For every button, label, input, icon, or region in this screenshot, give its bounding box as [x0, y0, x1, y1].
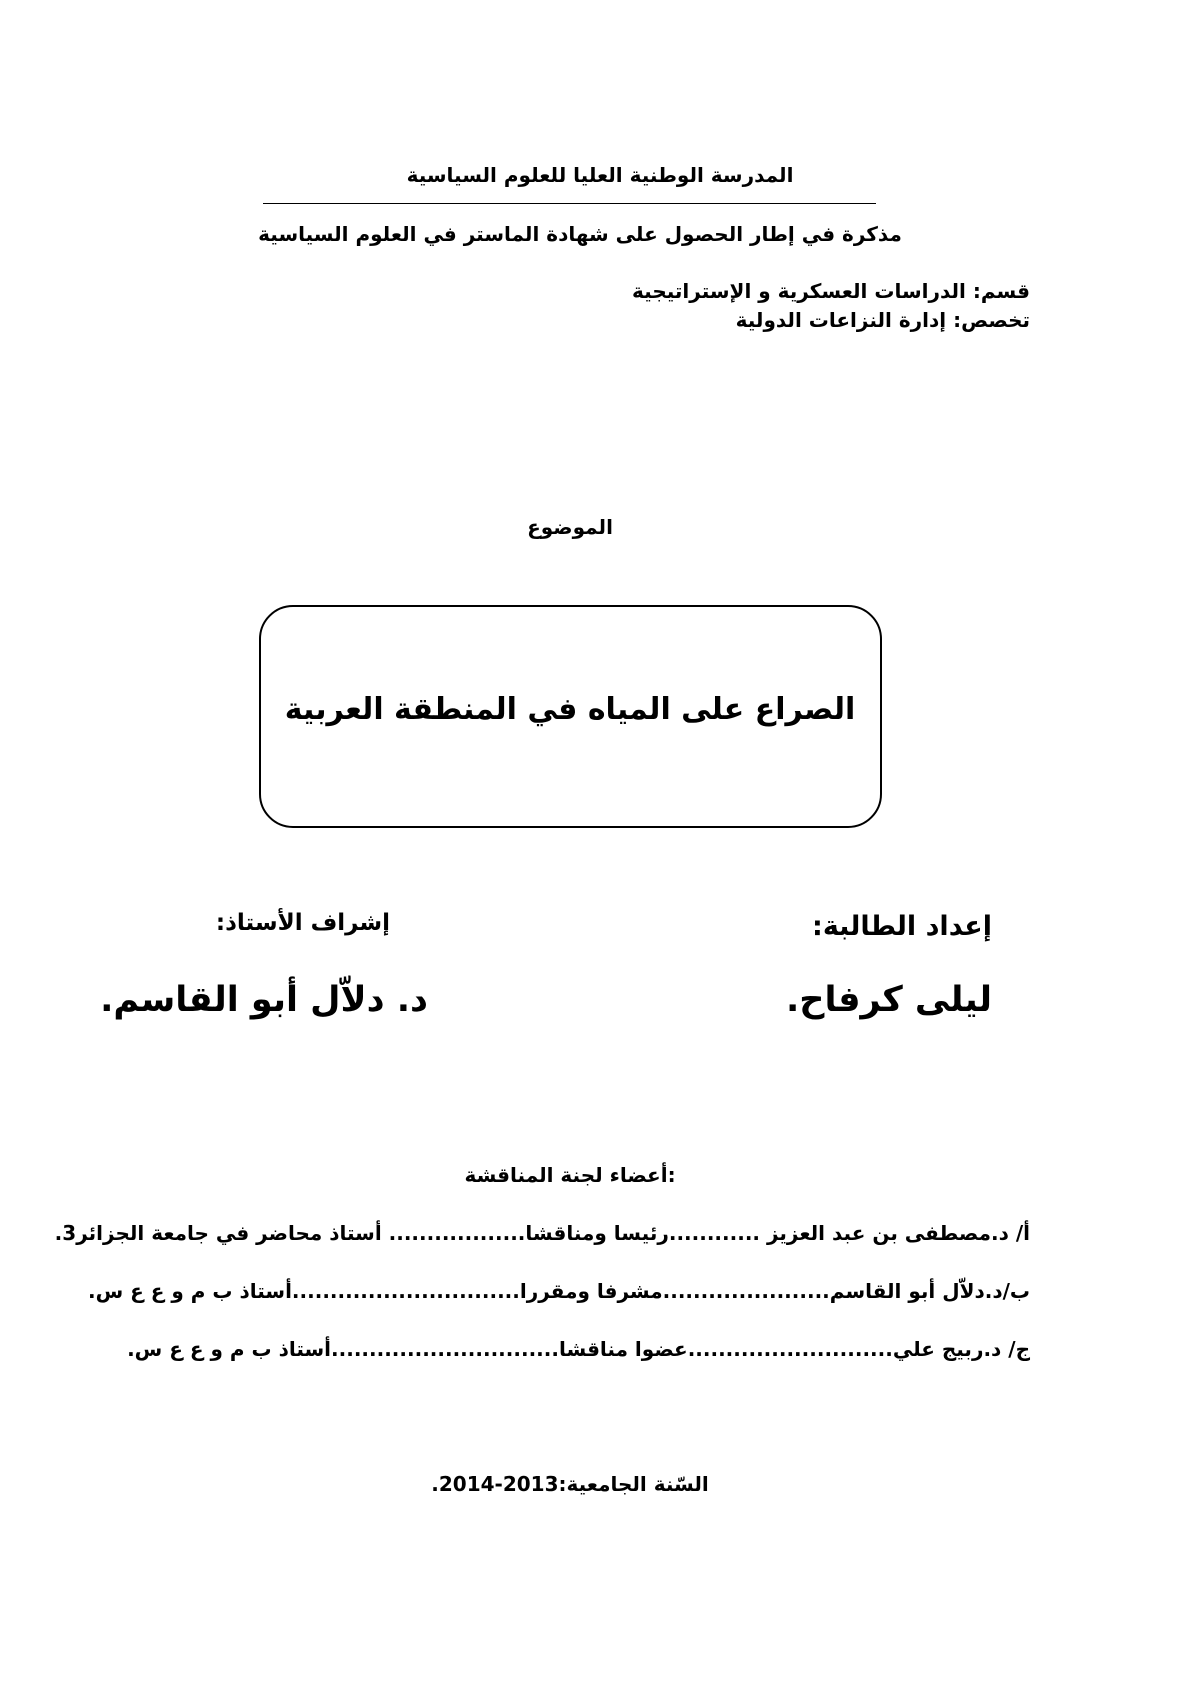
committee-member: أ/ د.مصطفى بن عبد العزيز ............رئيسا ومناقشا.................. أستاذ محاضر في جامعة الجزائر3.	[54, 1221, 1030, 1245]
supervisor-label: إشراف الأستاذ:	[215, 910, 390, 936]
department: قسم: الدراسات العسكرية و الإستراتيجية	[632, 279, 1030, 303]
student-label: إعداد الطالبة:	[812, 911, 992, 942]
committee-heading: أعضاء لجنة المناقشة:	[464, 1163, 676, 1187]
committee-member: ب/د.دلاّل أبو القاسم......................مشرفا ومقررا..............................أستاذ ب م و ع ع س.	[87, 1279, 1030, 1303]
student-name: ليلى كرفاح.	[785, 980, 992, 1020]
school-name: المدرسة الوطنية العليا للعلوم السياسية	[406, 163, 794, 187]
specialty: تخصص: إدارة النزاعات الدولية	[735, 308, 1030, 332]
committee-member: ج/ د.ربيج علي...........................عضوا مناقشا..............................أستاذ ب م و ع ع س.	[127, 1337, 1030, 1361]
supervisor-name: د. دلاّل أبو القاسم.	[100, 980, 428, 1020]
topic-title: الصراع على المياه في المنطقة العربية	[284, 692, 856, 727]
header-divider	[263, 203, 876, 204]
thesis-purpose: مذكرة في إطار الحصول على شهادة الماستر في العلوم السياسية	[258, 222, 902, 246]
academic-year: السّنة الجامعية:2013-2014.	[431, 1472, 709, 1496]
topic-heading: الموضوع	[527, 515, 613, 539]
